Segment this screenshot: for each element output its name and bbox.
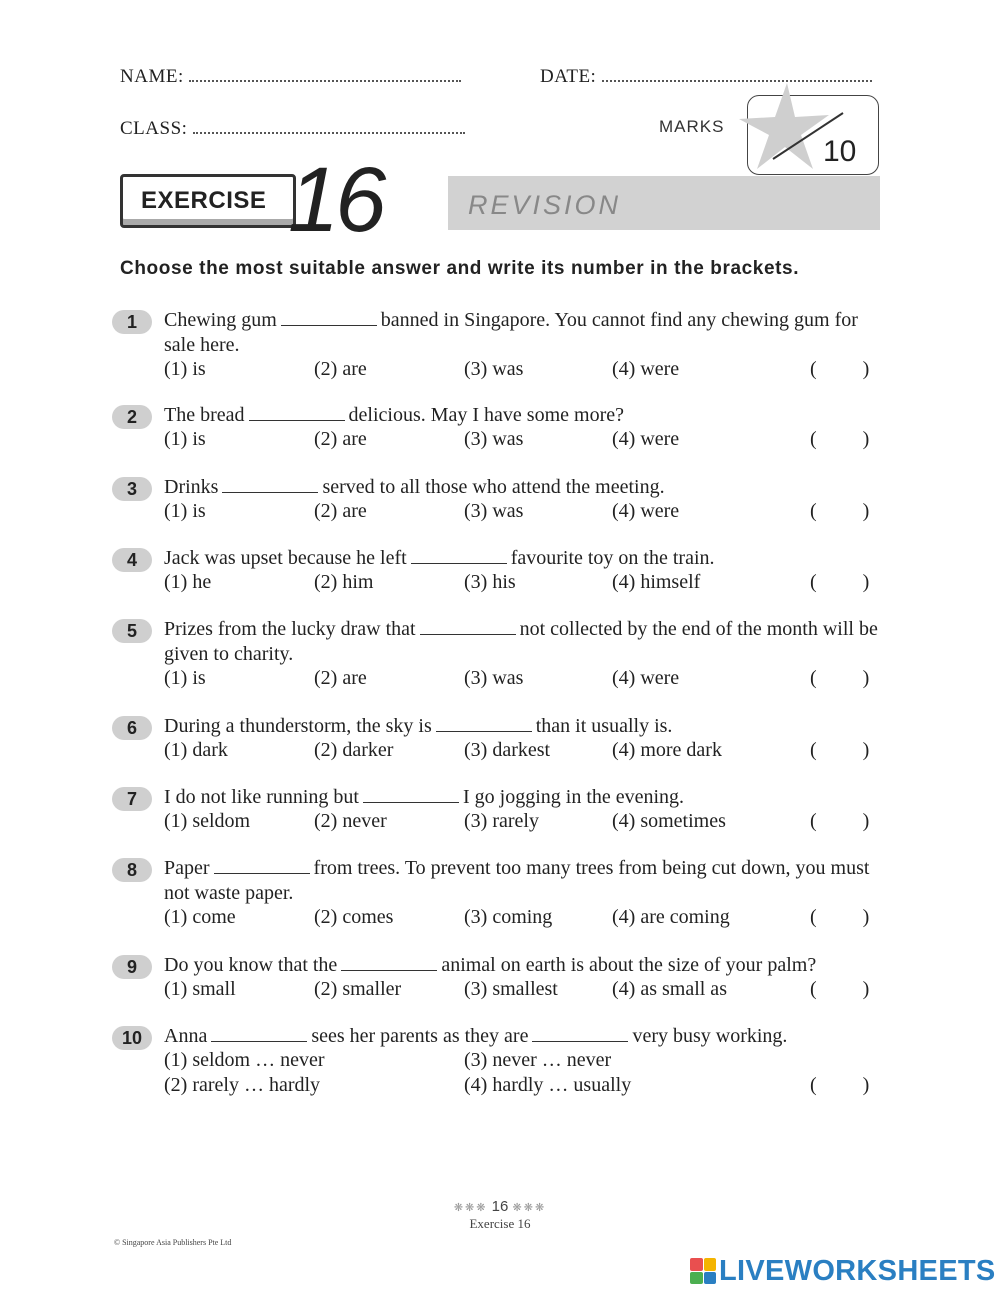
question-text-before: Chewing gum xyxy=(164,309,277,331)
answer-blank xyxy=(532,1023,628,1042)
answer-bracket[interactable] xyxy=(810,428,869,451)
bracket-close: ) xyxy=(862,358,870,380)
ornament-left: ❋❋❋ xyxy=(453,1202,488,1214)
question-text xyxy=(164,952,882,978)
exercise-label: EXERCISE xyxy=(141,187,267,214)
bracket-open: ( xyxy=(810,906,817,928)
question-text-after: not collected by the end of the month will be given to charity. xyxy=(164,618,878,665)
option-3: (3) his xyxy=(464,571,516,593)
question-number: 6 xyxy=(112,716,152,740)
question-text xyxy=(164,616,882,667)
answer-bracket[interactable] xyxy=(810,906,869,929)
option-2: (2) are xyxy=(314,428,367,450)
option-4: (4) were xyxy=(612,500,680,522)
question-text-before: Prizes from the lucky draw that xyxy=(164,618,416,640)
question-text-after: served to all those who attend the meeting. xyxy=(322,476,665,498)
question-text-after: I go jogging in the evening. xyxy=(462,786,685,808)
bracket-close: ) xyxy=(862,667,870,689)
bracket-open: ( xyxy=(810,1074,817,1096)
answer-blank xyxy=(281,307,377,326)
bracket-close: ) xyxy=(862,739,870,761)
option-1: (1) is xyxy=(164,500,206,522)
question-number: 4 xyxy=(112,548,152,572)
answer-blank xyxy=(211,1023,307,1042)
question-number: 10 xyxy=(112,1026,152,1050)
bracket-open: ( xyxy=(810,810,817,832)
option-2: (2) smaller xyxy=(314,978,402,1000)
bracket-open: ( xyxy=(810,428,817,450)
options-row xyxy=(164,906,882,931)
question-text xyxy=(164,474,882,500)
option-3: (3) smallest xyxy=(464,978,558,1000)
option-3: (3) was xyxy=(464,500,524,522)
option-4: (4) himself xyxy=(612,571,701,593)
options-row xyxy=(164,571,882,596)
option-3: (3) coming xyxy=(464,906,553,928)
question-text xyxy=(164,855,882,906)
answer-blank xyxy=(222,474,318,493)
question-number: 2 xyxy=(112,405,152,429)
question-number: 8 xyxy=(112,858,152,882)
bracket-open: ( xyxy=(810,978,817,1000)
options-row xyxy=(164,1074,882,1099)
options-row xyxy=(164,500,882,525)
options-row xyxy=(164,1049,882,1074)
question-number: 7 xyxy=(112,787,152,811)
options-row xyxy=(164,667,882,692)
question-text-before: I do not like running but xyxy=(164,786,359,808)
class-dots[interactable] xyxy=(193,116,465,134)
question-number: 1 xyxy=(112,310,152,334)
bracket-open: ( xyxy=(810,500,817,522)
marks-label: MARKS xyxy=(659,117,725,136)
option-2: (2) are xyxy=(314,358,367,380)
question-text-before: Anna xyxy=(164,1025,208,1047)
option-3: (3) was xyxy=(464,428,524,450)
footer-exercise: Exercise 16 xyxy=(469,1216,531,1231)
answer-blank xyxy=(436,713,532,732)
bracket-close: ) xyxy=(862,906,870,928)
bracket-close: ) xyxy=(862,428,870,450)
answer-bracket[interactable] xyxy=(810,739,869,762)
exercise-number: 16 xyxy=(288,149,383,251)
answer-blank xyxy=(411,545,507,564)
option-1: (1) dark xyxy=(164,739,228,761)
question-text-after: very busy working. xyxy=(632,1025,788,1047)
option-2: (2) him xyxy=(314,571,374,593)
ornament-right: ❋❋❋ xyxy=(512,1202,547,1214)
brand-text: LIVEWORKSHEETS xyxy=(719,1254,996,1287)
bracket-open: ( xyxy=(810,358,817,380)
option-1: (1) seldom xyxy=(164,810,251,832)
bracket-close: ) xyxy=(862,500,870,522)
marks-total: 10 xyxy=(823,135,857,168)
question-number: 5 xyxy=(112,619,152,643)
options-row xyxy=(164,978,882,1003)
liveworksheets-brand[interactable] xyxy=(690,1254,996,1288)
date-label: DATE: xyxy=(540,66,597,87)
answer-bracket[interactable] xyxy=(810,1074,869,1097)
exercise-tag xyxy=(120,174,296,228)
name-label: NAME: xyxy=(120,66,184,87)
revision-label: REVISION xyxy=(468,190,622,220)
bracket-open: ( xyxy=(810,667,817,689)
question-text-before: Paper xyxy=(164,857,210,879)
bracket-open: ( xyxy=(810,571,817,593)
option-2: (2) darker xyxy=(314,739,394,761)
option-4: (4) as small as xyxy=(612,978,727,1000)
question-text-before: Jack was upset because he left xyxy=(164,547,407,569)
question-text xyxy=(164,307,882,358)
answer-bracket[interactable] xyxy=(810,978,869,1001)
option-2: (2) rarely … hardly xyxy=(164,1074,321,1096)
options-row xyxy=(164,739,882,764)
option-3: (3) never … never xyxy=(464,1049,612,1071)
question-text-after: favourite toy on the train. xyxy=(510,547,715,569)
option-4: (4) are coming xyxy=(612,906,730,928)
answer-blank xyxy=(214,855,310,874)
options-row xyxy=(164,358,882,383)
answer-bracket[interactable] xyxy=(810,667,869,690)
question-text xyxy=(164,402,882,428)
question-text-after: animal on earth is about the size of your palm? xyxy=(441,954,817,976)
answer-bracket[interactable] xyxy=(810,500,869,523)
option-3: (3) darkest xyxy=(464,739,551,761)
copyright: © Singapore Asia Publishers Pte Ltd xyxy=(114,1238,232,1247)
option-4: (4) were xyxy=(612,428,680,450)
question-text-after: from trees. To prevent too many trees from being cut down, you must not waste paper. xyxy=(164,857,870,904)
option-1: (1) he xyxy=(164,571,212,593)
name-dots[interactable] xyxy=(189,64,461,82)
option-2: (2) are xyxy=(314,667,367,689)
class-field xyxy=(120,116,465,140)
bracket-close: ) xyxy=(862,1074,870,1096)
question-text xyxy=(164,545,882,571)
question-text-middle: sees her parents as they are xyxy=(311,1025,529,1047)
question-text-after: delicious. May I have some more? xyxy=(348,404,624,426)
answer-bracket[interactable] xyxy=(810,358,869,381)
option-3: (3) was xyxy=(464,358,524,380)
option-1: (1) small xyxy=(164,978,236,1000)
answer-blank xyxy=(363,784,459,803)
option-4: (4) hardly … usually xyxy=(464,1074,632,1096)
question-text-before: The bread xyxy=(164,404,245,426)
page-number xyxy=(0,1198,1000,1215)
option-4: (4) sometimes xyxy=(612,810,726,832)
question-text xyxy=(164,1023,882,1049)
question-text-before: During a thunderstorm, the sky is xyxy=(164,715,432,737)
option-2: (2) never xyxy=(314,810,387,832)
option-2: (2) comes xyxy=(314,906,394,928)
question-text-after: than it usually is. xyxy=(535,715,673,737)
bracket-open: ( xyxy=(810,739,817,761)
option-1: (1) seldom … never xyxy=(164,1049,325,1071)
option-1: (1) come xyxy=(164,906,236,928)
bracket-close: ) xyxy=(862,571,870,593)
answer-bracket[interactable] xyxy=(810,571,869,594)
liveworksheets-logo-icon xyxy=(690,1258,716,1284)
answer-bracket[interactable] xyxy=(810,810,869,833)
marks-box xyxy=(655,95,880,177)
question-text xyxy=(164,784,882,810)
question-text-after: banned in Singapore. You cannot find any chewing gum for sale here. xyxy=(164,309,858,356)
answer-blank xyxy=(341,952,437,971)
question-text xyxy=(164,713,882,739)
bracket-close: ) xyxy=(862,810,870,832)
option-4: (4) more dark xyxy=(612,739,722,761)
option-4: (4) were xyxy=(612,358,680,380)
options-row xyxy=(164,428,882,453)
option-1: (1) is xyxy=(164,358,206,380)
option-1: (1) is xyxy=(164,428,206,450)
option-1: (1) is xyxy=(164,667,206,689)
question-text-before: Do you know that the xyxy=(164,954,338,976)
option-3: (3) rarely xyxy=(464,810,539,832)
option-2: (2) are xyxy=(314,500,367,522)
options-row xyxy=(164,810,882,835)
option-4: (4) were xyxy=(612,667,680,689)
question-text-before: Drinks xyxy=(164,476,219,498)
name-field xyxy=(120,64,461,88)
revision-bar xyxy=(448,176,880,230)
question-number: 9 xyxy=(112,955,152,979)
answer-blank xyxy=(420,616,516,635)
answer-blank xyxy=(249,402,345,421)
instructions: Choose the most suitable answer and write its number in the brackets. xyxy=(120,258,800,279)
class-label: CLASS: xyxy=(120,118,188,139)
bracket-close: ) xyxy=(862,978,870,1000)
option-3: (3) was xyxy=(464,667,524,689)
page-number-text: 16 xyxy=(491,1198,509,1215)
question-number: 3 xyxy=(112,477,152,501)
